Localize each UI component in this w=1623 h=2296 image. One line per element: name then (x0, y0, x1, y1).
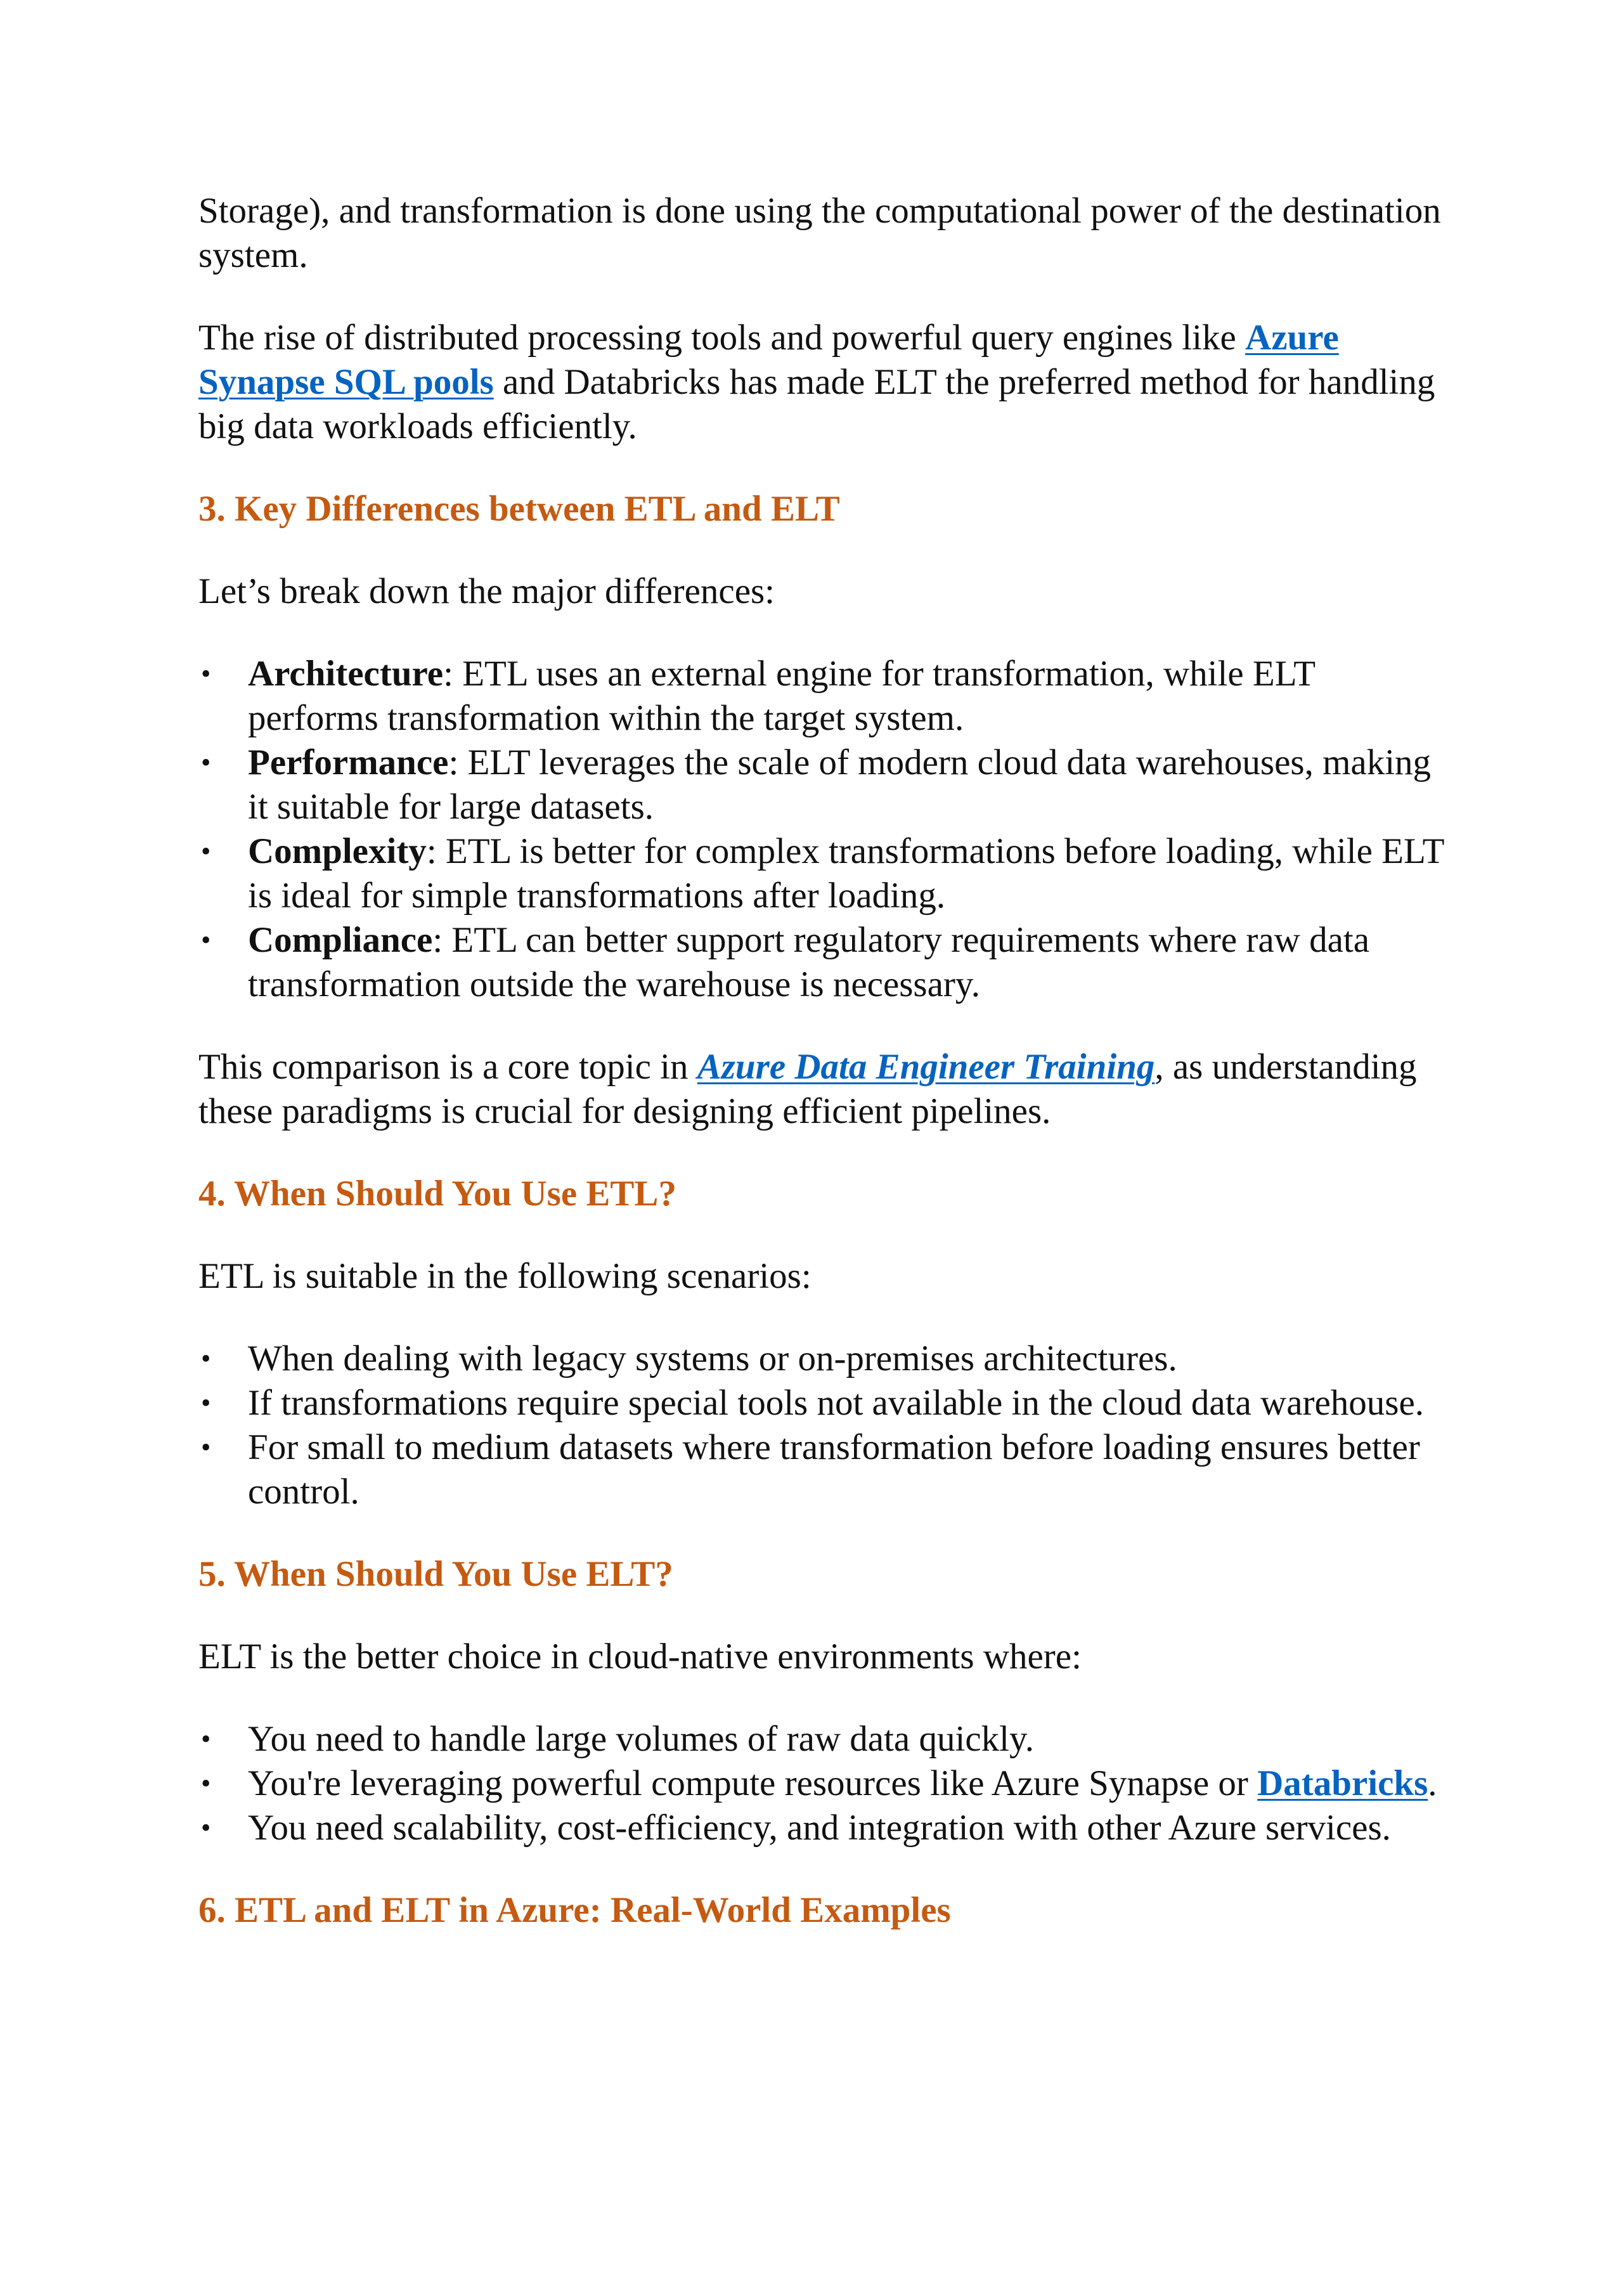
item-text: : ETL is better for complex transformations before loading, while ELT is ideal for simple transformations after loading. (248, 831, 1444, 916)
bullet-icon: • (201, 836, 211, 867)
intro-rise-paragraph (198, 316, 1447, 449)
list-item (198, 1761, 1447, 1806)
list-item (198, 1806, 1447, 1850)
differences-list (198, 652, 1447, 1007)
item-text-post: . (1428, 1763, 1437, 1803)
term-performance: Performance (248, 743, 449, 782)
section3-heading: 3. Key Differences between ETL and ELT (198, 489, 840, 529)
item-text: : ELT leverages the scale of modern cloud data warehouses, making it suitable for large datasets. (248, 743, 1432, 827)
item-text: If transformations require special tools not available in the cloud data warehouse. (248, 1383, 1425, 1423)
azure-synapse-link[interactable]: Azure Synapse SQL pools (198, 318, 1339, 402)
list-item (198, 1717, 1447, 1761)
document-page (198, 189, 1447, 1933)
section3-intro: Let’s break down the major differences: (198, 571, 775, 611)
term-complexity: Complexity (248, 831, 427, 871)
section4-intro: ETL is suitable in the following scenarios: (198, 1256, 812, 1296)
item-text: You need to handle large volumes of raw data quickly. (248, 1719, 1035, 1759)
list-item (198, 652, 1447, 741)
section6-heading: 6. ETL and ELT in Azure: Real-World Examples (198, 1890, 951, 1930)
bullet-icon: • (201, 1723, 211, 1754)
elt-scenarios-list (198, 1717, 1447, 1850)
rise-text-pre: The rise of distributed processing tools and powerful query engines like (198, 318, 1246, 358)
list-item (198, 1381, 1447, 1425)
term-compliance: Compliance (248, 920, 433, 960)
bullet-icon: • (201, 1343, 211, 1374)
closing-text-pre: This comparison is a core topic in (198, 1047, 697, 1087)
section3-closing (198, 1045, 1447, 1134)
etl-scenarios-list (198, 1337, 1447, 1514)
list-item (198, 829, 1447, 918)
bullet-icon: • (201, 1812, 211, 1843)
azure-data-engineer-training-link[interactable]: Azure Data Engineer Training (697, 1047, 1155, 1087)
section5-intro: ELT is the better choice in cloud-native environments where: (198, 1637, 1082, 1677)
item-text: For small to medium datasets where transformation before loading ensures better control. (248, 1427, 1420, 1512)
list-item (198, 918, 1447, 1007)
item-text: : ETL uses an external engine for transformation, while ELT performs transformation within the target system. (248, 654, 1316, 738)
bullet-icon: • (201, 1768, 211, 1799)
rise-text-post: and Databricks has made ELT the preferred method for handling big data workloads efficiently. (198, 362, 1435, 446)
list-item (198, 1337, 1447, 1381)
list-item (198, 1425, 1447, 1514)
section4-heading: 4. When Should You Use ETL? (198, 1174, 676, 1214)
section5-heading: 5. When Should You Use ELT? (198, 1554, 673, 1594)
bullet-icon: • (201, 747, 211, 778)
item-text: You need scalability, cost-efficiency, and integration with other Azure services. (248, 1808, 1391, 1848)
bullet-icon: • (201, 924, 211, 956)
item-text: You're leveraging powerful compute resources like Azure Synapse or (248, 1763, 1258, 1803)
bullet-icon: • (201, 658, 211, 689)
closing-text-post: , as understanding these paradigms is crucial for designing efficient pipelines. (198, 1047, 1417, 1131)
item-text: : ETL can better support regulatory requirements where raw data transformation outside the warehouse is necessary. (248, 920, 1370, 1004)
item-text: When dealing with legacy systems or on-premises architectures. (248, 1339, 1177, 1378)
bullet-icon: • (201, 1432, 211, 1463)
bullet-icon: • (201, 1387, 211, 1418)
intro-continuation: Storage), and transformation is done using the computational power of the destination system. (198, 191, 1441, 275)
databricks-link[interactable]: Databricks (1257, 1763, 1428, 1803)
list-item (198, 741, 1447, 829)
term-architecture: Architecture (248, 654, 444, 694)
